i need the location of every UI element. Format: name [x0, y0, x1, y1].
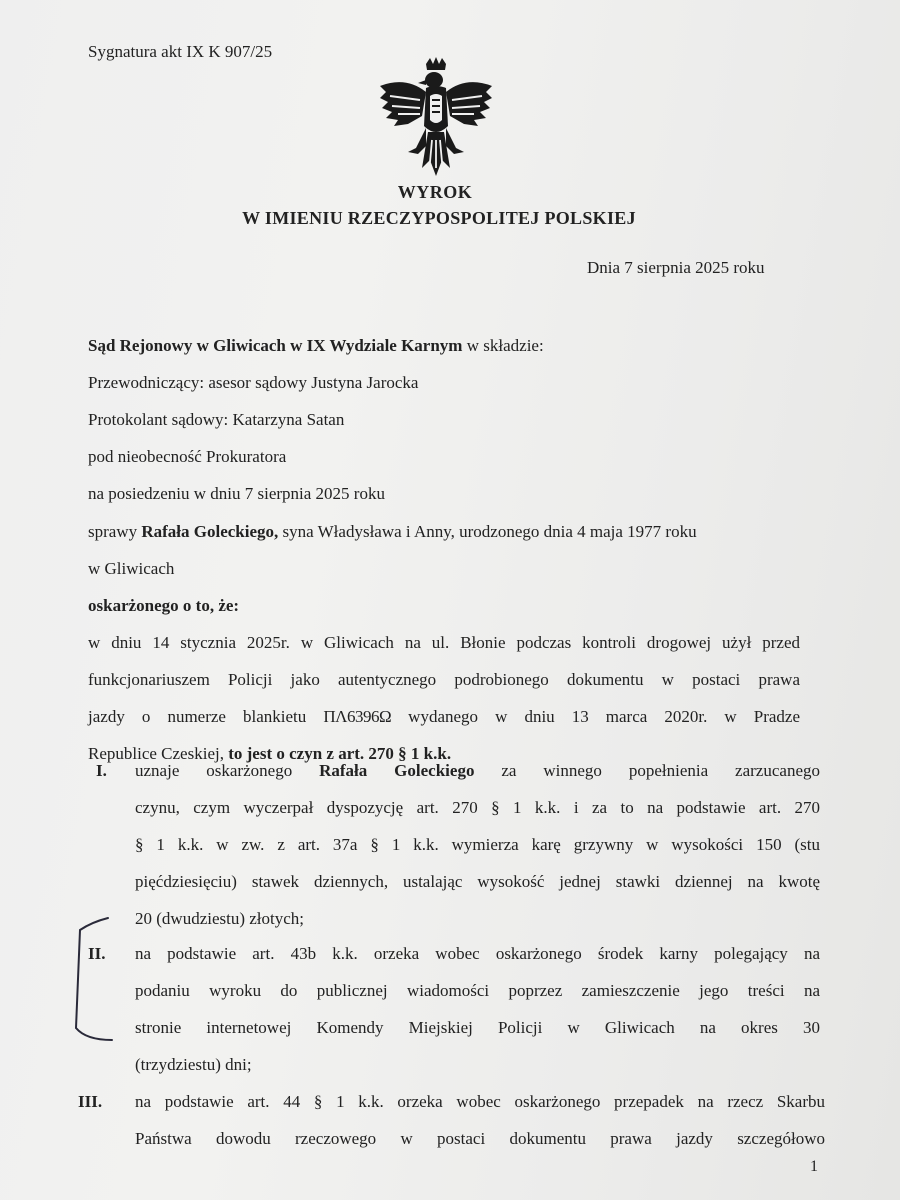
court-name: Sąd Rejonowy w Gliwicach w IX Wydziale Karnym [88, 336, 463, 355]
ruling-1-line-3: § 1 k.k. w zw. z art. 37a § 1 k.k. wymierza karę grzywny w wysokości 150 (stu [135, 835, 820, 854]
birthplace: w Gliwicach [88, 559, 175, 578]
ruling-1-line-2: czynu, czym wyczerpał dyspozycję art. 270 § 1 k.k. i za to na podstawie art. 270 [135, 798, 820, 817]
ruling-1-line-5: 20 (dwudziestu) złotych; [135, 909, 305, 928]
case-prefix: sprawy [88, 522, 142, 541]
ruling-1-line-4: pięćdziesięciu) stawek dziennych, ustalając wysokość jednej stawki dziennej na kwotę [135, 872, 820, 891]
ruling-3-line-2: Państwa dowodu rzeczowego w postaci dokumentu prawa jazdy szczegółowo [135, 1129, 825, 1148]
ruling-1-text: uznaje oskarżonego [135, 761, 320, 780]
court-line [88, 336, 544, 356]
charge-line-3-start: jazdy o numerze blankietu [88, 707, 324, 726]
case-signature: Sygnatura akt IX K 907/25 [88, 42, 273, 61]
ruling-2-line-3: stronie internetowej Komendy Miejskiej Policji w Gliwicach na okres 30 [135, 1018, 820, 1037]
page-number: 1 [810, 1158, 818, 1175]
document-subtitle: W IMIENIU RZECZYPOSPOLITEJ POLSKIEJ [242, 208, 636, 228]
presiding-judge: Przewodniczący: asesor sądowy Justyna Jarocka [88, 373, 419, 392]
document-title: WYROK [397, 182, 473, 202]
court-composition: w składzie: [462, 336, 544, 355]
ruling-1-line-1 [135, 761, 820, 781]
charge-line-3-end: wydanego w dniu 13 marca 2020r. w Pradze [391, 707, 800, 726]
ruling-2-line-1: na podstawie art. 43b k.k. orzeka wobec oskarżonego środek karny polegający na [135, 944, 820, 963]
charge-line-4-start: Republice Czeskiej, [88, 744, 229, 763]
verdict-date: Dnia 7 sierpnia 2025 roku [587, 258, 765, 277]
ruling-numeral-2: II. [88, 944, 106, 963]
charge-line-3 [88, 707, 800, 727]
ruling-3-line-1: na podstawie art. 44 § 1 k.k. orzeka wobec oskarżonego przepadek na rzecz Skarbu [135, 1092, 825, 1111]
ruling-numeral-3: III. [78, 1092, 103, 1111]
ruling-1-defendant: Rafała Goleckiego [319, 761, 475, 780]
charged-heading: oskarżonego o to, że: [88, 596, 240, 615]
ruling-2-line-4: (trzydziestu) dni; [135, 1055, 252, 1074]
session-date: na posiedzeniu w dniu 7 sierpnia 2025 roku [88, 484, 385, 503]
prosecutor-absence: pod nieobecność Prokuratora [88, 447, 287, 466]
defendant-name: Rafała Goleckiego, [141, 522, 279, 541]
ruling-2-line-2: podaniu wyroku do publicznej wiadomości poprzez zamieszczenie jego treści na [135, 981, 820, 1000]
ruling-numeral-1: I. [96, 761, 107, 780]
case-line [88, 522, 697, 542]
defendant-details: syna Władysława i Anny, urodzonego dnia 4 maja 1977 roku [278, 522, 697, 541]
court-clerk: Protokolant sądowy: Katarzyna Satan [88, 410, 345, 429]
charge-line-1: w dniu 14 stycznia 2025r. w Gliwicach na ul. Błonie podczas kontroli drogowej użył przed [88, 633, 800, 652]
charge-article: to jest o czyn z art. 270 § 1 k.k. [228, 744, 452, 763]
ruling-1-text-end: za winnego popełnienia zarzucanego [474, 761, 820, 780]
license-number: ΠΛ6396Ω [323, 707, 392, 726]
polish-eagle-emblem-icon [376, 56, 496, 182]
charge-line-2: funkcjonariuszem Policji jako autentycznego podrobionego dokumentu w postaci prawa [88, 670, 800, 689]
